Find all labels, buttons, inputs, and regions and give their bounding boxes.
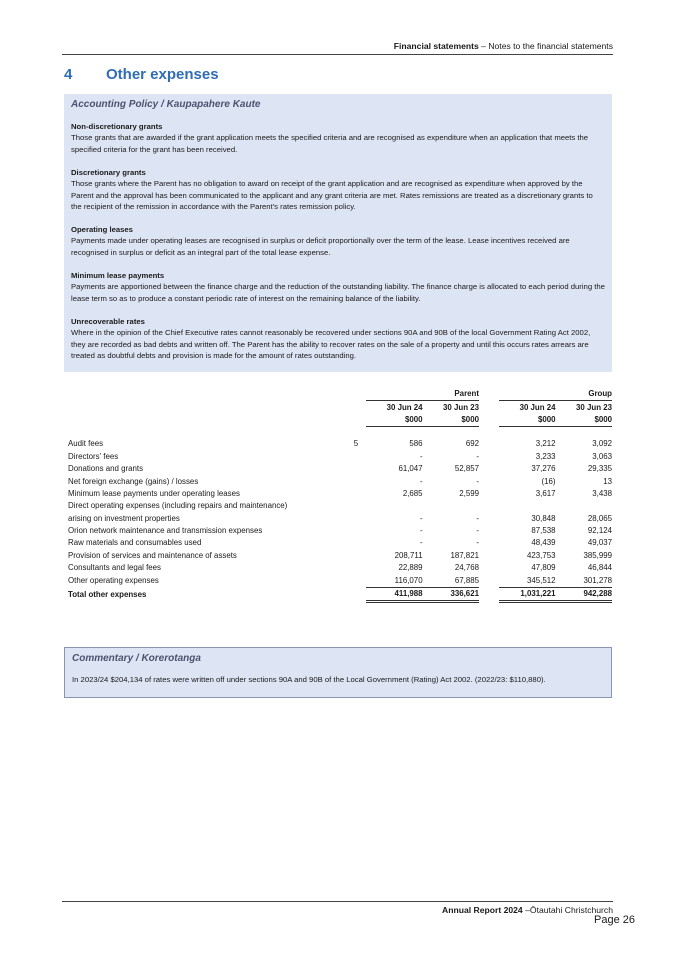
row-value: - — [476, 451, 479, 461]
table-date-header-row — [68, 401, 612, 414]
row-value: 13 — [603, 476, 612, 486]
total-label: Total other expenses — [68, 589, 147, 599]
row-value: 187,821 — [450, 550, 479, 560]
page-number: Page 26 — [594, 914, 635, 926]
row-value: 3,438 — [592, 488, 612, 498]
row-value: 48,439 — [531, 538, 556, 548]
row-value: 2,685 — [402, 488, 423, 498]
table-row — [68, 513, 612, 525]
row-value: 3,617 — [535, 488, 556, 498]
row-value: 116,070 — [394, 575, 423, 585]
row-value: 586 — [409, 439, 423, 449]
table-row — [68, 500, 612, 512]
row-value: 208,711 — [394, 550, 423, 560]
column-date-header: 30 Jun 23 — [576, 402, 612, 412]
policy-text: Payments made under operating leases are recognised in surplus or deficit proportionally over the term of the lease. Lease incentives received are recognised in surplus or deficit as an integral part of the total lease expense. — [71, 236, 570, 257]
row-note — [332, 550, 358, 562]
section-title — [64, 66, 219, 83]
row-value — [366, 500, 422, 512]
table-row — [68, 537, 612, 549]
policy-heading: Operating leases — [71, 225, 133, 234]
row-value: 22,889 — [398, 563, 423, 573]
row-note — [332, 562, 358, 574]
row-value: 3,063 — [592, 451, 612, 461]
row-value: - — [419, 538, 423, 548]
other-expenses-table — [68, 388, 612, 603]
row-value: 3,092 — [592, 439, 612, 449]
row-value: 3,233 — [535, 451, 556, 461]
policy-heading: Minimum lease payments — [71, 271, 165, 280]
row-label: Direct operating expenses (including repairs and maintenance) — [68, 501, 288, 511]
row-label: Consultants and legal fees — [68, 563, 161, 573]
table-row — [68, 525, 612, 537]
total-value: 942,288 — [556, 587, 612, 601]
row-note — [332, 500, 358, 512]
table-row — [68, 488, 612, 500]
row-label: Orion network maintenance and transmission expenses — [68, 526, 263, 536]
row-value: 61,047 — [398, 464, 423, 474]
section-number: 4 — [64, 66, 73, 83]
table-row — [68, 451, 612, 463]
policy-item — [71, 316, 605, 361]
table-unit-header-row — [68, 414, 612, 427]
policy-heading: Discretionary grants — [71, 168, 146, 177]
row-label: Raw materials and consumables used — [68, 538, 202, 548]
commentary-box — [64, 647, 612, 698]
row-value: (16) — [541, 476, 556, 486]
table-row — [68, 463, 612, 475]
row-label: Provision of services and maintenance of assets — [68, 550, 237, 560]
row-label: Net foreign exchange (gains) / losses — [68, 476, 199, 486]
row-value: 87,538 — [531, 526, 556, 536]
table-row — [68, 574, 612, 587]
row-value: 52,857 — [454, 464, 479, 474]
running-footer — [62, 901, 613, 915]
policy-item — [71, 224, 605, 258]
row-note — [332, 537, 358, 549]
total-value: 336,621 — [423, 587, 479, 601]
total-value: 1,031,221 — [499, 587, 555, 601]
row-label: Other operating expenses — [68, 575, 159, 585]
table-group-header-row — [68, 388, 612, 401]
row-value: 692 — [465, 439, 479, 449]
row-value: 385,999 — [583, 550, 612, 560]
row-label: Directors' fees — [68, 451, 119, 461]
row-value: 345,512 — [527, 575, 556, 585]
row-value: - — [476, 538, 479, 548]
spacer-row — [68, 427, 612, 439]
row-value: 423,753 — [527, 550, 556, 560]
row-note: 5 — [353, 439, 359, 449]
row-value — [423, 500, 479, 512]
policy-text: Where in the opinion of the Chief Executive rates cannot reasonably be recovered under sections 90A and 90B of the local Government Rating Act 2002, they are recorded as bad debts and written off. The Parent has the ability to recover rates on the sale of a property and until this occurs rates arrears are treated as doubtful debts and provision is made for the amount of rates outstanding. — [71, 328, 591, 360]
policy-heading: Unrecoverable rates — [71, 317, 145, 326]
accounting-policy-box — [64, 94, 612, 372]
row-value: 301,278 — [583, 575, 612, 585]
column-unit-header: $000 — [556, 414, 612, 427]
row-note — [332, 451, 358, 463]
column-unit-header: $000 — [499, 414, 555, 427]
row-value: 92,124 — [587, 526, 612, 536]
row-value: - — [419, 476, 423, 486]
row-value: - — [476, 526, 479, 536]
total-value: 411,988 — [366, 587, 422, 601]
policy-item — [71, 167, 605, 212]
column-date-header: 30 Jun 23 — [443, 402, 479, 412]
row-value: 3,212 — [535, 439, 556, 449]
table-row — [68, 475, 612, 487]
row-value: - — [419, 526, 423, 536]
column-unit-header: $000 — [423, 414, 479, 427]
table-row — [68, 550, 612, 562]
row-value — [499, 500, 555, 512]
group-group-header: Group — [499, 388, 612, 401]
row-note — [332, 463, 358, 475]
row-label: arising on investment properties — [68, 513, 180, 523]
row-note — [332, 475, 358, 487]
total-row — [68, 587, 612, 601]
row-value: 67,885 — [454, 575, 479, 585]
footer-report-title: Annual Report 2024 — [442, 905, 523, 915]
header-subsection: – Notes to the financial statements — [478, 41, 613, 51]
row-value: - — [419, 513, 423, 523]
table-row — [68, 438, 612, 450]
row-value: 46,844 — [587, 563, 612, 573]
commentary-title: Commentary / Korerotanga — [72, 653, 201, 664]
column-date-header: 30 Jun 24 — [519, 402, 556, 412]
footer-city: –Ōtautahi Christchurch — [522, 905, 613, 915]
row-note — [332, 488, 358, 500]
row-label: Minimum lease payments under operating leases — [68, 488, 240, 498]
row-value — [556, 500, 612, 512]
row-label: Donations and grants — [68, 464, 144, 474]
policy-text: Those grants that are awarded if the grant application meets the specified criteria and are recognised as expenditure when an application that meets the specified criteria for the grant has been received. — [71, 133, 589, 154]
running-header — [62, 40, 613, 55]
row-label: Audit fees — [68, 439, 104, 449]
row-value: - — [419, 451, 423, 461]
column-date-header: 30 Jun 24 — [386, 402, 423, 412]
policy-text: Those grants where the Parent has no obligation to award on receipt of the grant application and are recognised as expenditure when approved by the Parent and the approval has been communicated to the applicant and any grant criteria are met. Rates remissions are treated as a discretionary grants to the recipient of the remission in accordance with the Parent's rates remission policy. — [71, 179, 593, 211]
row-value: 28,065 — [587, 513, 612, 523]
parent-group-header: Parent — [366, 388, 479, 401]
row-value: 29,335 — [587, 464, 612, 474]
row-value: - — [476, 513, 479, 523]
row-value: 37,276 — [531, 464, 556, 474]
section-heading: Other expenses — [106, 66, 219, 83]
policy-text: Payments are apportioned between the finance charge and the reduction of the outstanding liability. The finance charge is allocated to each period during the lease term so as to produce a constant periodic rate of interest on the remaining balance of the liability. — [71, 282, 605, 303]
policy-title: Accounting Policy / Kaupapahere Kaute — [71, 99, 261, 110]
row-note — [332, 574, 358, 587]
row-note — [332, 525, 358, 537]
row-value: - — [476, 476, 479, 486]
policy-item — [71, 121, 605, 155]
policy-item — [71, 270, 605, 304]
commentary-text: In 2023/24 $204,134 of rates were written off under sections 90A and 90B of the Local Government (Rating) Act 2002. (2022/23: $110,880). — [72, 675, 546, 684]
header-section: Financial statements — [393, 41, 479, 51]
row-value: 24,768 — [454, 563, 479, 573]
row-value: 30,848 — [531, 513, 556, 523]
row-note — [332, 513, 358, 525]
row-value: 49,037 — [587, 538, 612, 548]
policy-heading: Non-discretionary grants — [71, 122, 163, 131]
column-unit-header: $000 — [366, 414, 422, 427]
row-value: 47,809 — [531, 563, 556, 573]
row-value: 2,599 — [459, 488, 479, 498]
table-row — [68, 562, 612, 574]
